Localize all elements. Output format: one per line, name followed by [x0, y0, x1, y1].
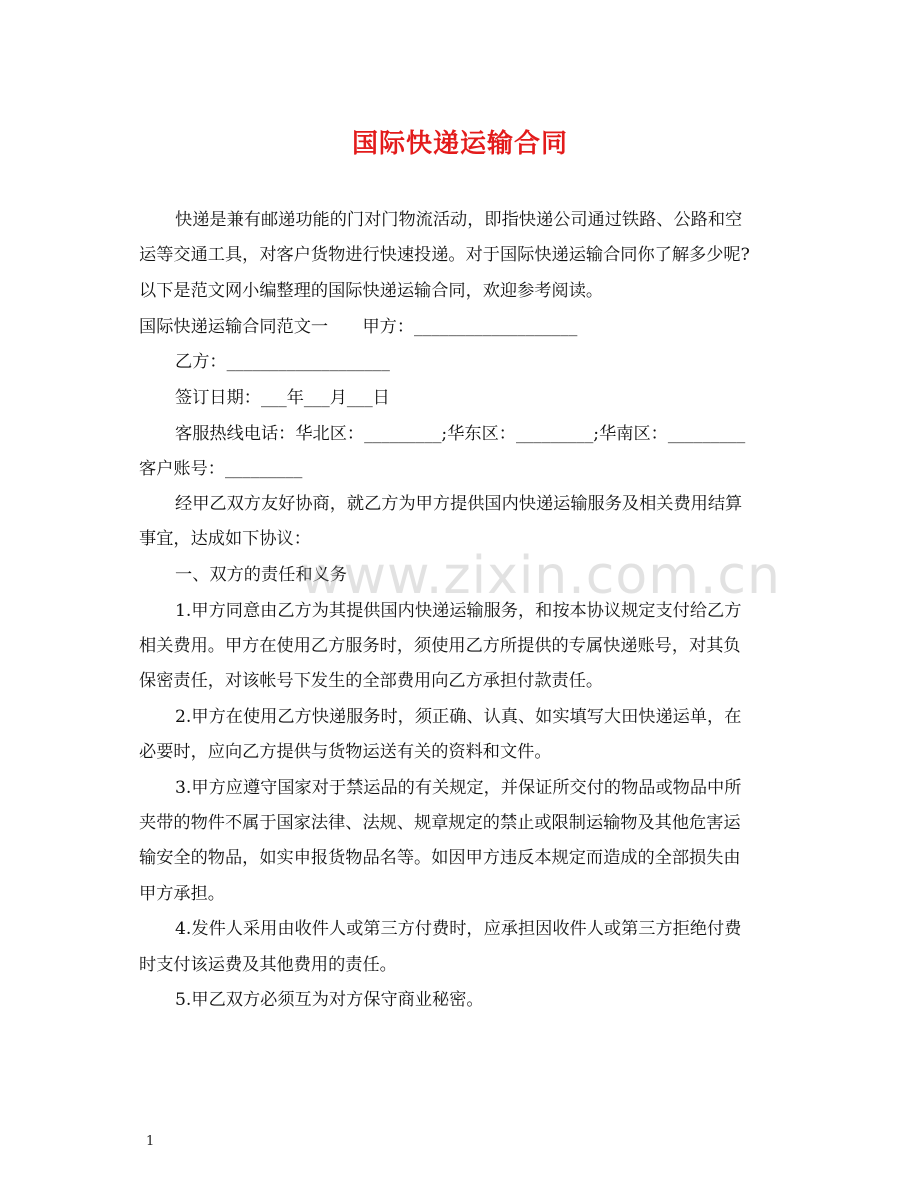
document-title: 国际快递运输合同 — [351, 129, 568, 159]
body-line: 夹带的物件不属于国家法律、法规、规章规定的禁止或限制运输物及其他危害运 — [139, 813, 741, 833]
body-line: 快递是兼有邮递功能的门对门物流活动，即指快递公司通过铁路、公路和空 — [175, 210, 743, 230]
body-line: 客服热线电话：华北区：_________;华东区：_________;华南区：_________ — [175, 424, 746, 444]
body-line: 签订日期：___年___月___日 — [175, 388, 390, 408]
body-line: 必要时，应向乙方提供与货物运送有关的资料和文件。 — [139, 742, 552, 762]
body-line: 1.甲方同意由乙方为其提供国内快递运输服务，和按本协议规定支付给乙方 — [175, 601, 742, 621]
body-line: 客户账号：_________ — [139, 459, 303, 479]
body-line: 相关费用。甲方在使用乙方服务时，须使用乙方所提供的专属快递账号，对其负 — [139, 636, 741, 656]
body-line: 输安全的物品，如实申报货物品名等。如因甲方违反本规定而造成的全部损失由 — [139, 848, 741, 868]
body-line: 5.甲乙双方必须互为对方保守商业秘密。 — [175, 990, 484, 1010]
body-line: 乙方：___________________ — [175, 352, 390, 372]
body-line: 国际快递运输合同范文一 甲方：___________________ — [139, 317, 578, 337]
section-heading: 一、双方的责任和义务 — [175, 565, 347, 585]
body-line: 2.甲方在使用乙方快递服务时，须正确、认真、如实填写大田快递运单，在 — [175, 707, 742, 727]
body-line: 事宜，达成如下协议： — [139, 529, 311, 549]
body-line: 3.甲方应遵守国家对于禁运品的有关规定，并保证所交付的物品或物品中所 — [175, 778, 742, 798]
body-line: 经甲乙双方友好协商，就乙方为甲方提供国内快递运输服务及相关费用结算 — [175, 494, 743, 514]
body-line: 4.发件人采用由收件人或第三方付费时，应承担因收件人或第三方拒绝付费 — [175, 919, 742, 939]
watermark: www.zixin.com.cn — [300, 546, 781, 606]
body-line: 运等交通工具，对客户货物进行快速投递。对于国际快递运输合同你了解多少呢? — [139, 245, 750, 265]
page-number: 1 — [146, 1134, 155, 1149]
body-line: 保密责任，对该帐号下发生的全部费用向乙方承担付款责任。 — [139, 671, 604, 691]
body-line: 时支付该运费及其他费用的责任。 — [139, 955, 397, 975]
body-line: 以下是范文网小编整理的国际快递运输合同，欢迎参考阅读。 — [139, 281, 604, 301]
body-line: 甲方承担。 — [139, 884, 225, 904]
